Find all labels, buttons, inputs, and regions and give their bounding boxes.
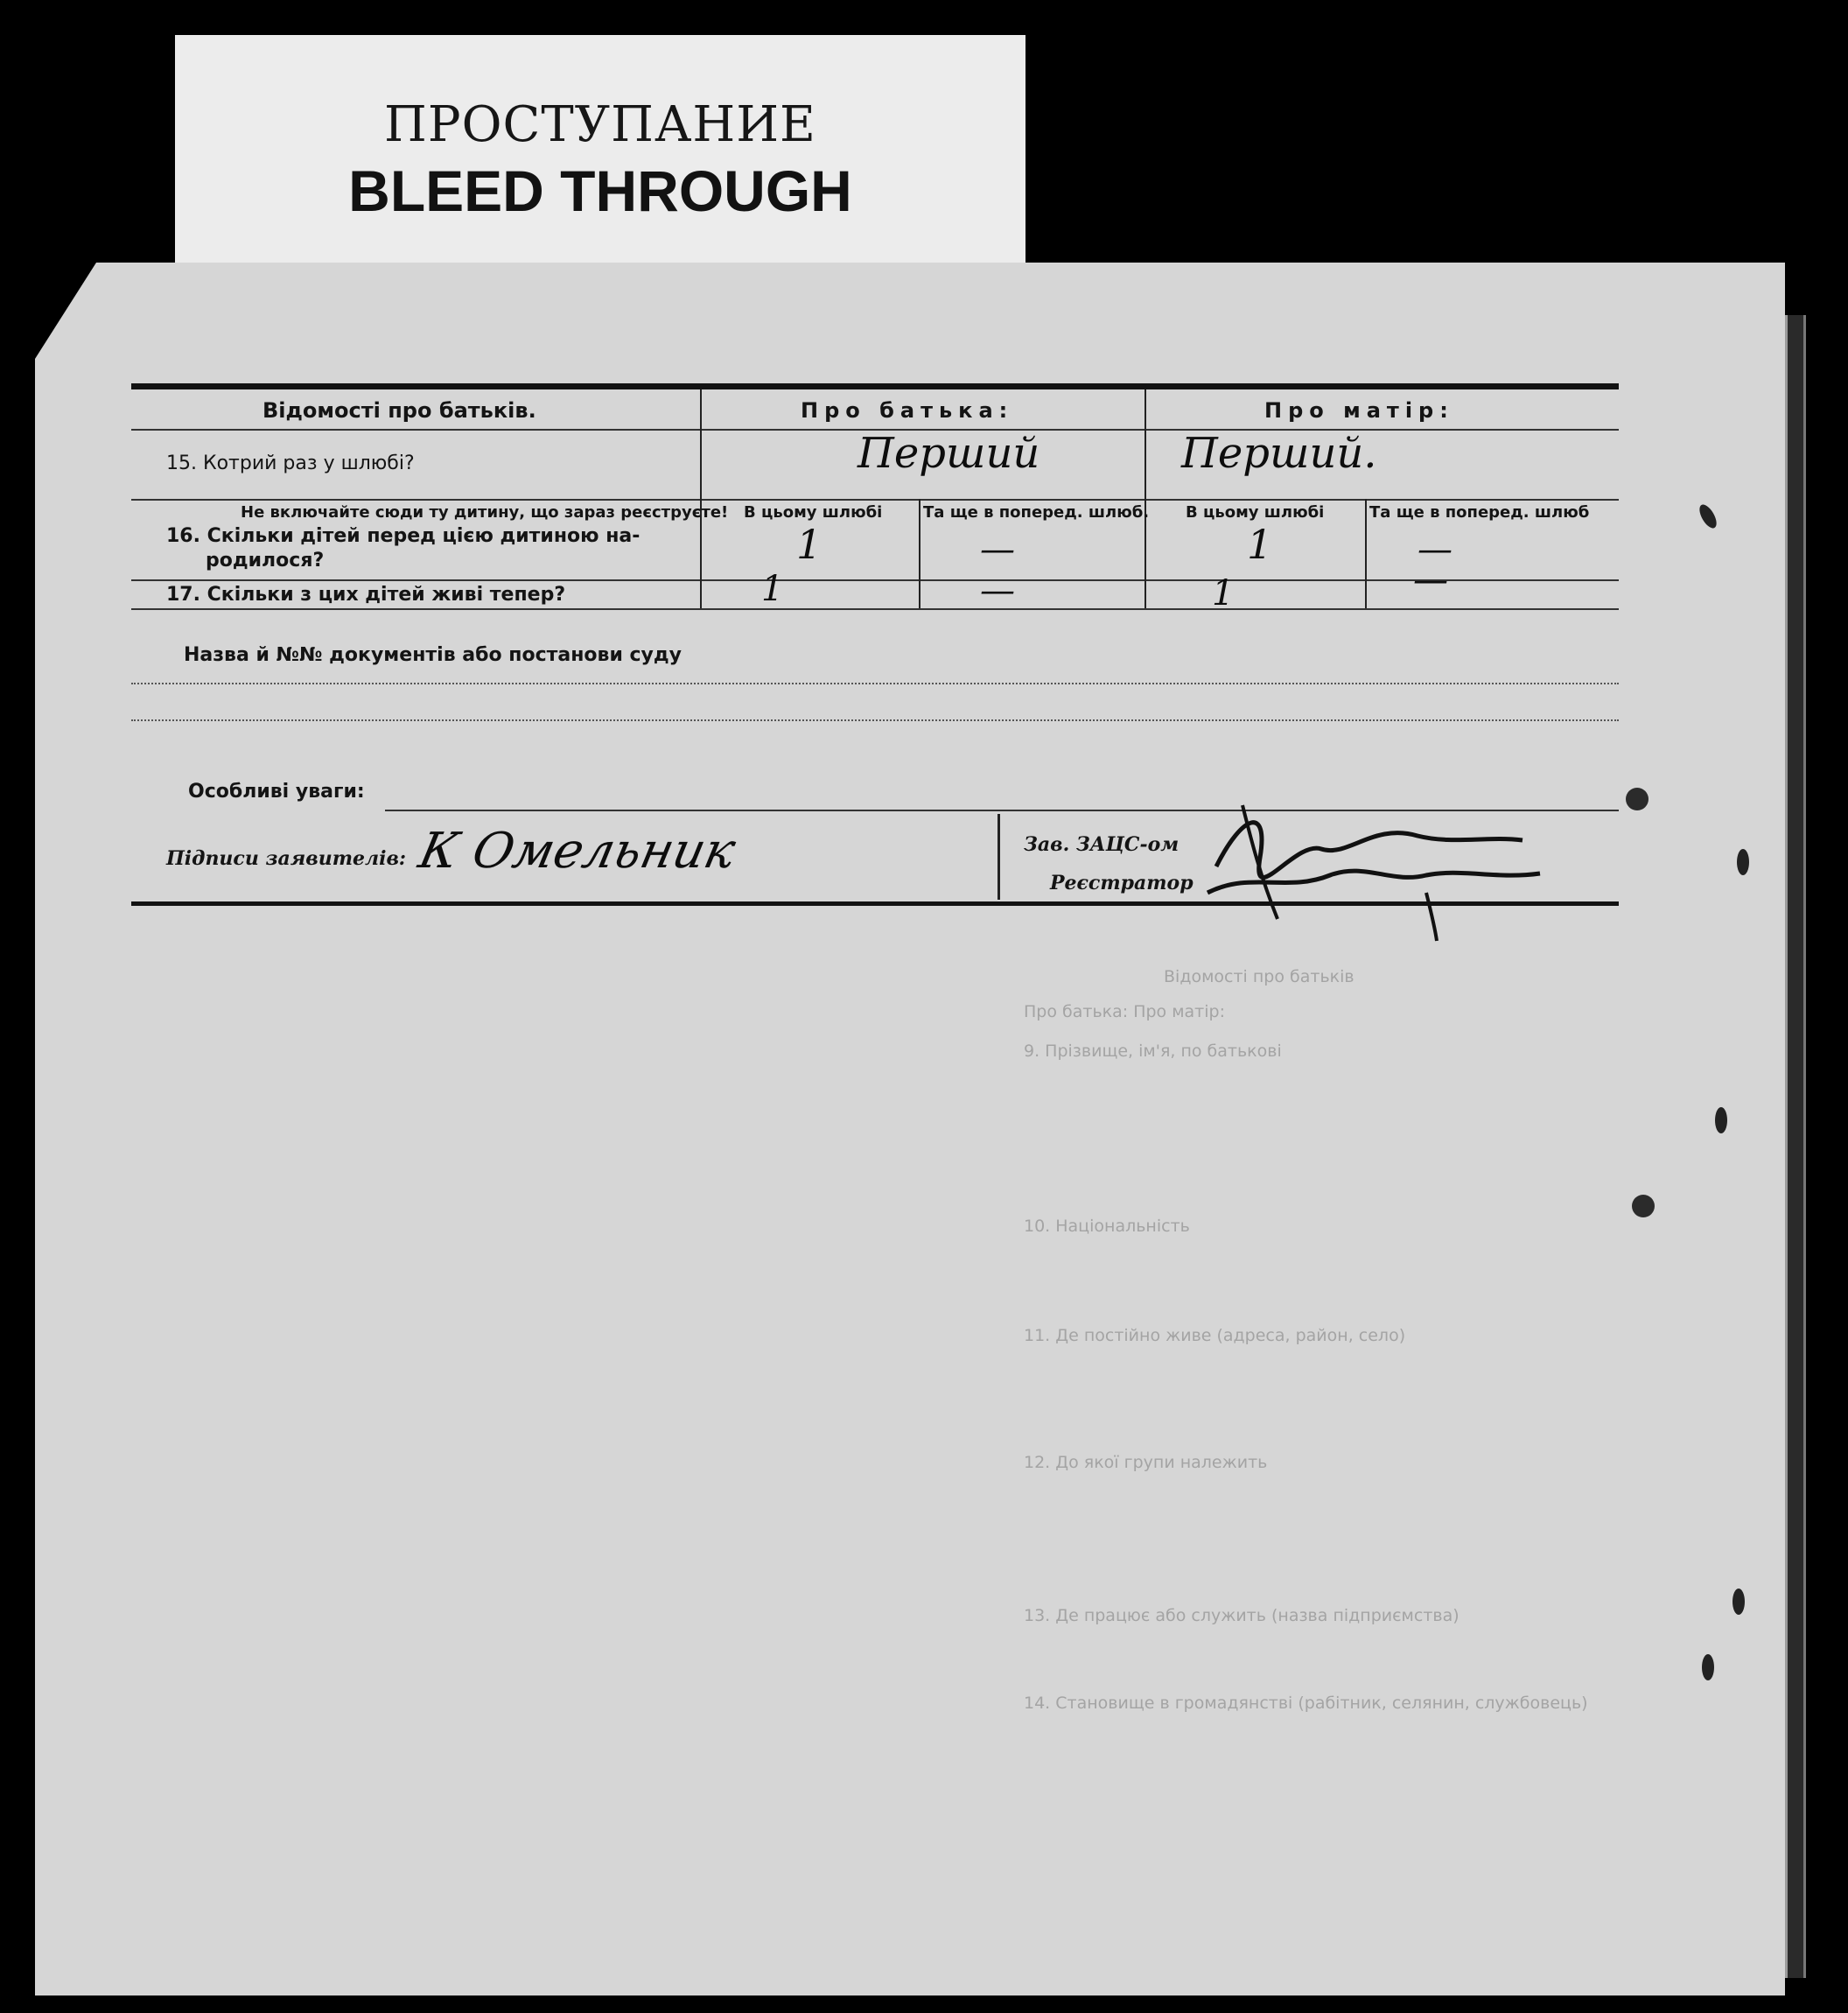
edge-nick bbox=[1732, 1589, 1745, 1615]
applicant-signature: К Омельник bbox=[414, 823, 741, 880]
bleed-through-label-ru: ПРОСТУПАНИЕ bbox=[384, 96, 816, 153]
subheader-mother-current: В цьому шлюбі bbox=[1186, 503, 1325, 522]
table-top-rule bbox=[131, 383, 1619, 389]
row-divider bbox=[131, 499, 1619, 501]
bleed-line: 10. Національність bbox=[1024, 1217, 1190, 1236]
q17-mother-current-value: 1 bbox=[1212, 573, 1235, 614]
bleed-line: 12. До якої групи належить bbox=[1024, 1453, 1268, 1472]
bleed-through-label-en: BLEED THROUGH bbox=[348, 158, 852, 223]
q16-father-previous-value: — bbox=[980, 530, 1015, 570]
document-sheet bbox=[35, 263, 1785, 1995]
applicants-label: Підписи заявителів: bbox=[166, 847, 407, 870]
q17-father-previous-value: — bbox=[980, 571, 1015, 611]
bleed-line: 11. Де постійно живе (адреса, район, село) bbox=[1024, 1326, 1406, 1345]
bleed-line: 13. Де працює або служить (назва підприємства) bbox=[1024, 1606, 1460, 1625]
subheader-mother-previous: Та ще в поперед. шлюб bbox=[1369, 503, 1590, 522]
header-mother: Про матір: bbox=[1264, 398, 1454, 423]
documents-line bbox=[131, 683, 1619, 684]
question-15: 15. Котрий раз у шлюбі? bbox=[166, 452, 415, 474]
bleed-through-label-card bbox=[175, 35, 1026, 289]
column-divider bbox=[1144, 389, 1146, 608]
father-marriage-value: Перший bbox=[858, 429, 1040, 478]
subheader-father-current: В цьому шлюбі bbox=[744, 503, 883, 522]
punch-hole bbox=[1626, 788, 1648, 810]
row-divider bbox=[131, 579, 1619, 581]
documents-line bbox=[131, 719, 1619, 721]
bleed-line: Відомості про батьків bbox=[1164, 967, 1354, 986]
question-16-note: Не включайте сюди ту дитину, що зараз реєструєте! bbox=[241, 503, 729, 522]
remarks-label: Особливі уваги: bbox=[188, 781, 365, 803]
edge-nick bbox=[1715, 1107, 1727, 1133]
registrar-signature-scribble bbox=[1190, 788, 1558, 945]
column-divider bbox=[1365, 499, 1367, 608]
documents-label: Назва й №№ документів або постанови суду bbox=[184, 644, 682, 666]
column-divider bbox=[700, 389, 702, 608]
q17-mother-previous-value: — bbox=[1413, 560, 1448, 600]
q16-mother-current-value: 1 bbox=[1247, 521, 1273, 568]
edge-nick bbox=[1702, 1654, 1714, 1680]
bleed-line: 9. Прізвище, ім'я, по батькові bbox=[1024, 1042, 1282, 1061]
sheet-stack-edge bbox=[1785, 315, 1806, 1978]
registrar-label: Реєстратор bbox=[1050, 872, 1194, 894]
edge-nick bbox=[1737, 849, 1749, 875]
bleed-line: Про батька: Про матір: bbox=[1024, 1002, 1225, 1021]
row-divider bbox=[131, 608, 1619, 610]
header-info: Відомості про батьків. bbox=[262, 398, 536, 423]
q16-mother-previous-value: — bbox=[1418, 530, 1452, 570]
bleed-line: 14. Становище в громадянстві (рабітник, селянин, службовець) bbox=[1024, 1694, 1588, 1713]
header-father: Про батька: bbox=[801, 398, 1014, 423]
q16-father-current-value: 1 bbox=[796, 521, 822, 568]
signature-divider bbox=[998, 814, 1000, 900]
mother-marriage-value: Перший. bbox=[1181, 429, 1377, 478]
column-divider bbox=[919, 499, 920, 608]
question-16-line2: родилося? bbox=[206, 550, 325, 572]
subheader-father-previous: Та ще в поперед. шлюб. bbox=[923, 503, 1150, 522]
head-label: Зав. ЗАЦС-ом bbox=[1024, 833, 1180, 856]
question-16-line1: 16. Скільки дітей перед цією дитиною на- bbox=[166, 525, 640, 547]
edge-nick bbox=[1696, 502, 1719, 531]
q17-father-current-value: 1 bbox=[761, 569, 784, 609]
folded-corner bbox=[35, 263, 96, 359]
punch-hole bbox=[1632, 1195, 1655, 1217]
question-17: 17. Скільки з цих дітей живі тепер? bbox=[166, 584, 566, 606]
